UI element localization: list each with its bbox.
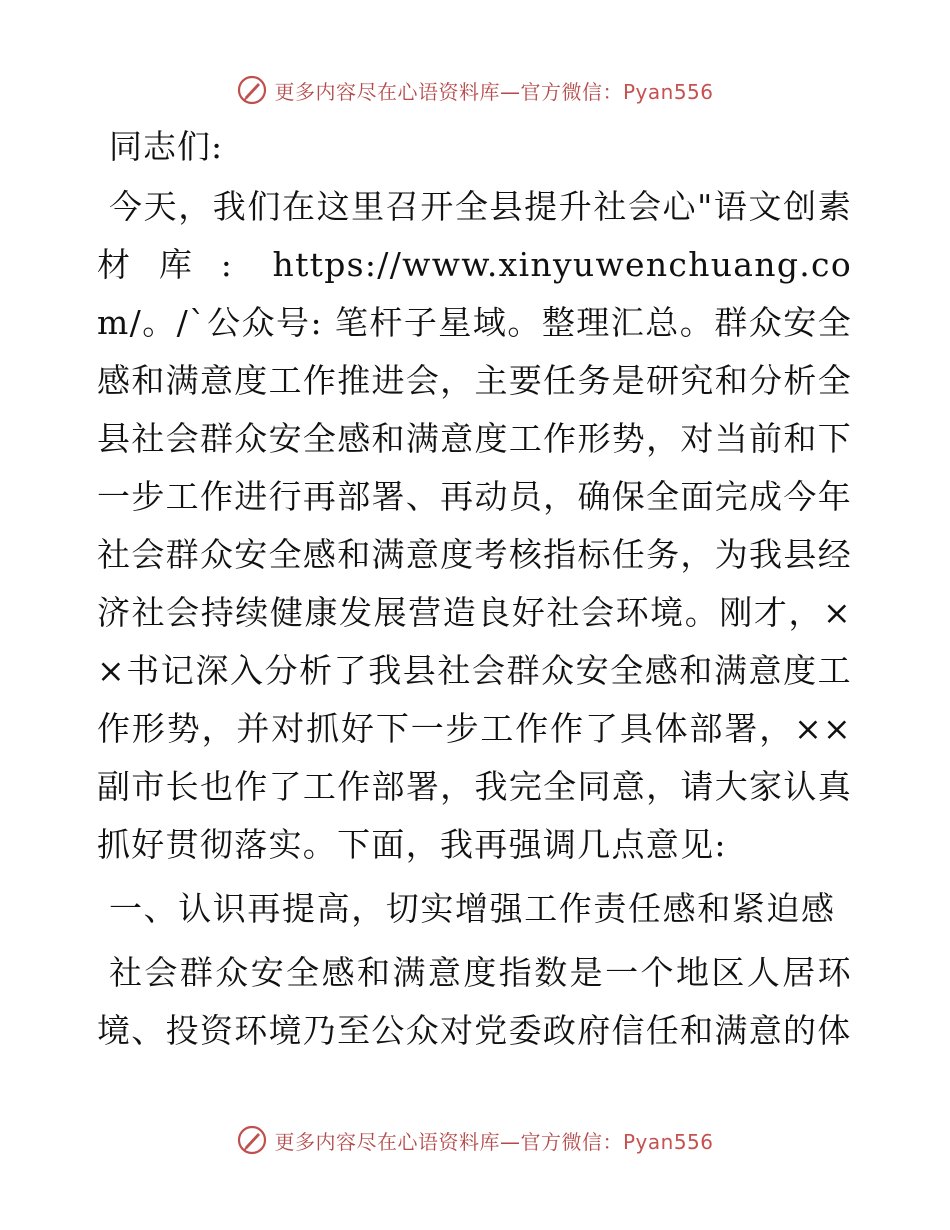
header-watermark-text [274, 76, 713, 105]
paragraph-section-1: 社会群众安全感和满意度指数是一个地区人居环境、投资环境乃至公众对党委政府信任和满意的体 [97, 953, 852, 1050]
document-body [97, 118, 852, 1060]
footer-watermark-wechat-label: 官方微信： [520, 1129, 623, 1154]
feather-pen-logo-icon [236, 1124, 268, 1156]
feather-pen-logo-icon [236, 74, 268, 106]
header-watermark-wechat-id: Pyan556 [622, 79, 714, 104]
footer-watermark-separator: — [499, 1129, 521, 1154]
footer-watermark-main: 更多内容尽在心语资料库 [274, 1129, 500, 1154]
header-watermark-separator: — [499, 79, 521, 104]
footer-watermark-wechat-id: Pyan556 [622, 1129, 714, 1154]
section-heading-1: 一、认识再提高，切实增强工作责任感和紧迫感 [109, 889, 836, 928]
header-watermark-main: 更多内容尽在心语资料库 [274, 79, 500, 104]
footer-watermark-banner [0, 1120, 950, 1160]
header-watermark-banner [0, 70, 950, 110]
footer-watermark-text [274, 1126, 713, 1155]
salutation: 同志们: [109, 127, 224, 166]
paragraph-intro: 今天，我们在这里召开全县提升社会心"语文创素材库: https://www.xinyuwenchuang.com/。/`公众号: 笔杆子星域。整理汇总。群众安全感和满意度工作推进会，主要任务是研究和分析全县社会群众安全感和满意度工作形势，对当前和下一步工作进行再部署、再动员，确保全面完成今年社会群众安全感和满意度考核指标任务，为我县经济社会持续健康发展营造良好社会环境。刚才，××书记深入分析了我县社会群众安全感和满意度工作形势，并对抓好下一步工作作了具体部署，××副市长也作了工作部署，我完全同意，请大家认真抓好贯彻落实。下面，我再强调几点意见: [97, 187, 852, 864]
header-watermark-wechat-label: 官方微信： [520, 79, 623, 104]
